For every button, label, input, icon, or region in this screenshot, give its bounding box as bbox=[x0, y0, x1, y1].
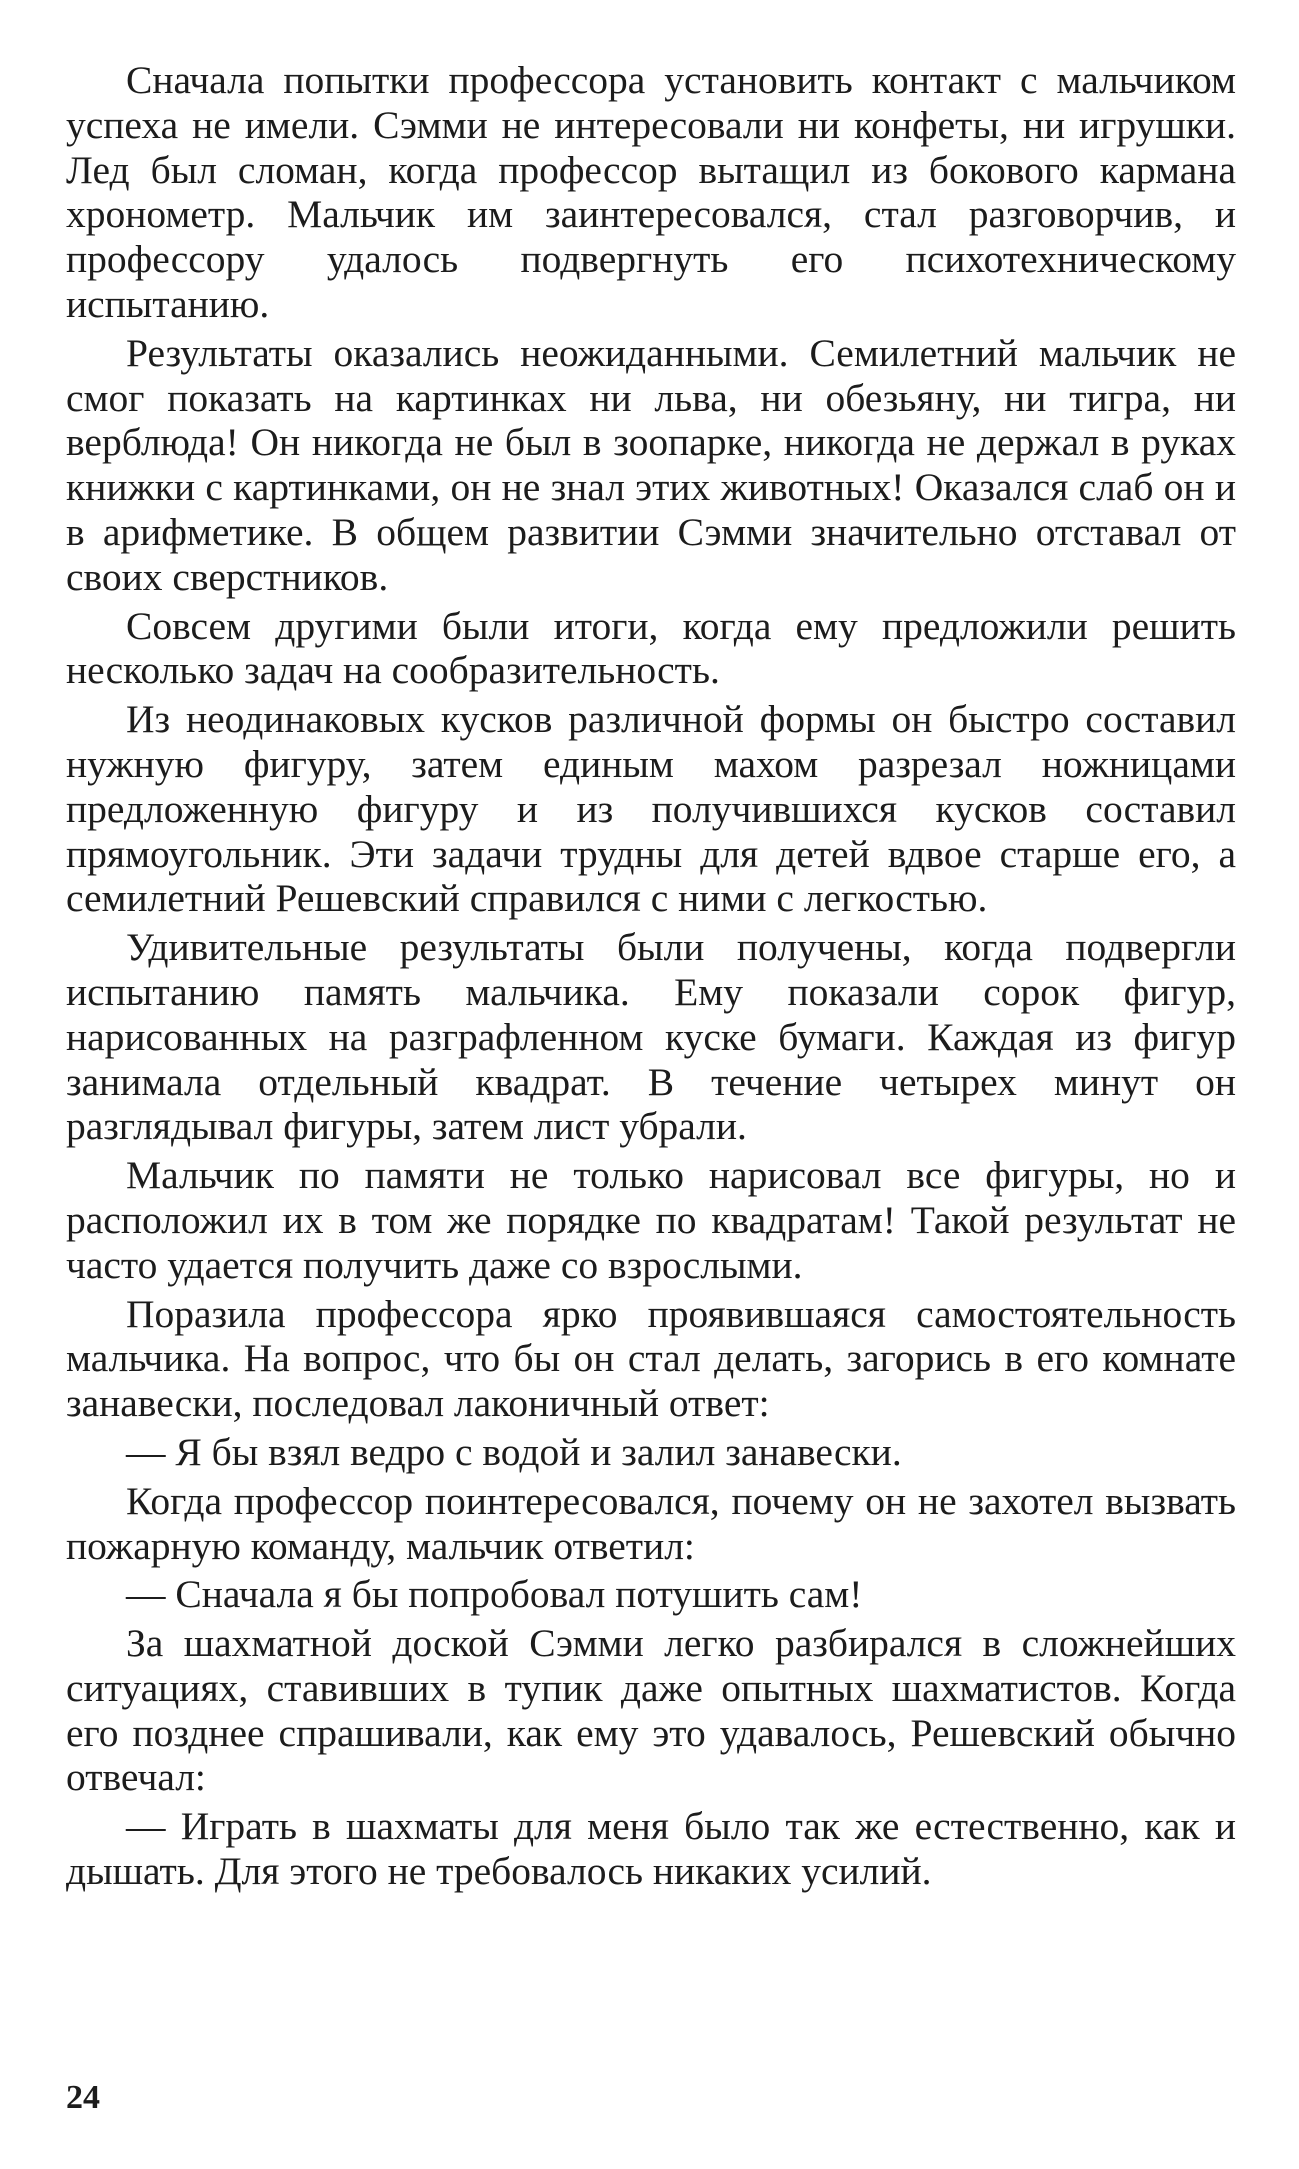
paragraph: Удивительные результаты были получены, когда подвергли испытанию память мальчика. Ему показали сорок фигур, нарисованных на разграфленном куске бумаги. Каждая из фигур занимала отдельный квадрат. В течение четырех минут он разглядывал фигуры, затем лист убрали. bbox=[66, 925, 1236, 1149]
paragraph: Из неодинаковых кусков различной формы он быстро составил нужную фигуру, затем единым махом разрезал ножницами предложенную фигуру и из получившихся кусков составил прямоугольник. Эти задачи трудны для детей вдвое старше его, а семилетний Решевский справился с ними с легкостью. bbox=[66, 697, 1236, 921]
page-number: 24 bbox=[66, 2079, 100, 2116]
paragraph: Поразила профессора ярко проявившаяся самостоятельность мальчика. На вопрос, что бы он стал делать, загорись в его комнате занавески, последовал лаконичный ответ: bbox=[66, 1291, 1236, 1426]
paragraph: Совсем другими были итоги, когда ему предложили решить несколько задач на сообразительность. bbox=[66, 603, 1236, 693]
page-body bbox=[66, 58, 1236, 1898]
paragraph: Когда профессор поинтересовался, почему он не захотел вызвать пожарную команду, мальчик ответил: bbox=[66, 1478, 1236, 1568]
dialogue-line: — Играть в шахматы для меня было так же естественно, как и дышать. Для этого не требовалось никаких усилий. bbox=[66, 1804, 1236, 1894]
paragraph: Результаты оказались неожиданными. Семилетний мальчик не смог показать на картинках ни льва, ни обезьяну, ни тигра, ни верблюда! Он никогда не был в зоопарке, никогда не держал в руках книжки с картинками, он не знал этих животных! Оказался слаб он и в арифметике. В общем развитии Сэмми значительно отставал от своих сверстников. bbox=[66, 330, 1236, 599]
paragraph: Мальчик по памяти не только нарисовал все фигуры, но и расположил их в том же порядке по квадратам! Такой результат не часто удается получить даже со взрослыми. bbox=[66, 1153, 1236, 1287]
dialogue-line: — Сначала я бы попробовал потушить сам! bbox=[126, 1572, 863, 1617]
dialogue-line: — Я бы взял ведро с водой и залил занавески. bbox=[126, 1429, 902, 1474]
paragraph: За шахматной доской Сэмми легко разбирался в сложнейших ситуациях, ставивших в тупик даже опытных шахматистов. Когда его позднее спрашивали, как ему это удавалось, Решевский обычно отвечал: bbox=[66, 1621, 1236, 1800]
paragraph: Сначала попытки профессора установить контакт с мальчиком успеха не имели. Сэмми не интересовали ни конфеты, ни игрушки. Лед был сломан, когда профессор вытащил из бокового кармана хронометр. Мальчик им заинтересовался, стал разговорчив, и профессору удалось подвергнуть его психотехническому испытанию. bbox=[66, 58, 1236, 326]
